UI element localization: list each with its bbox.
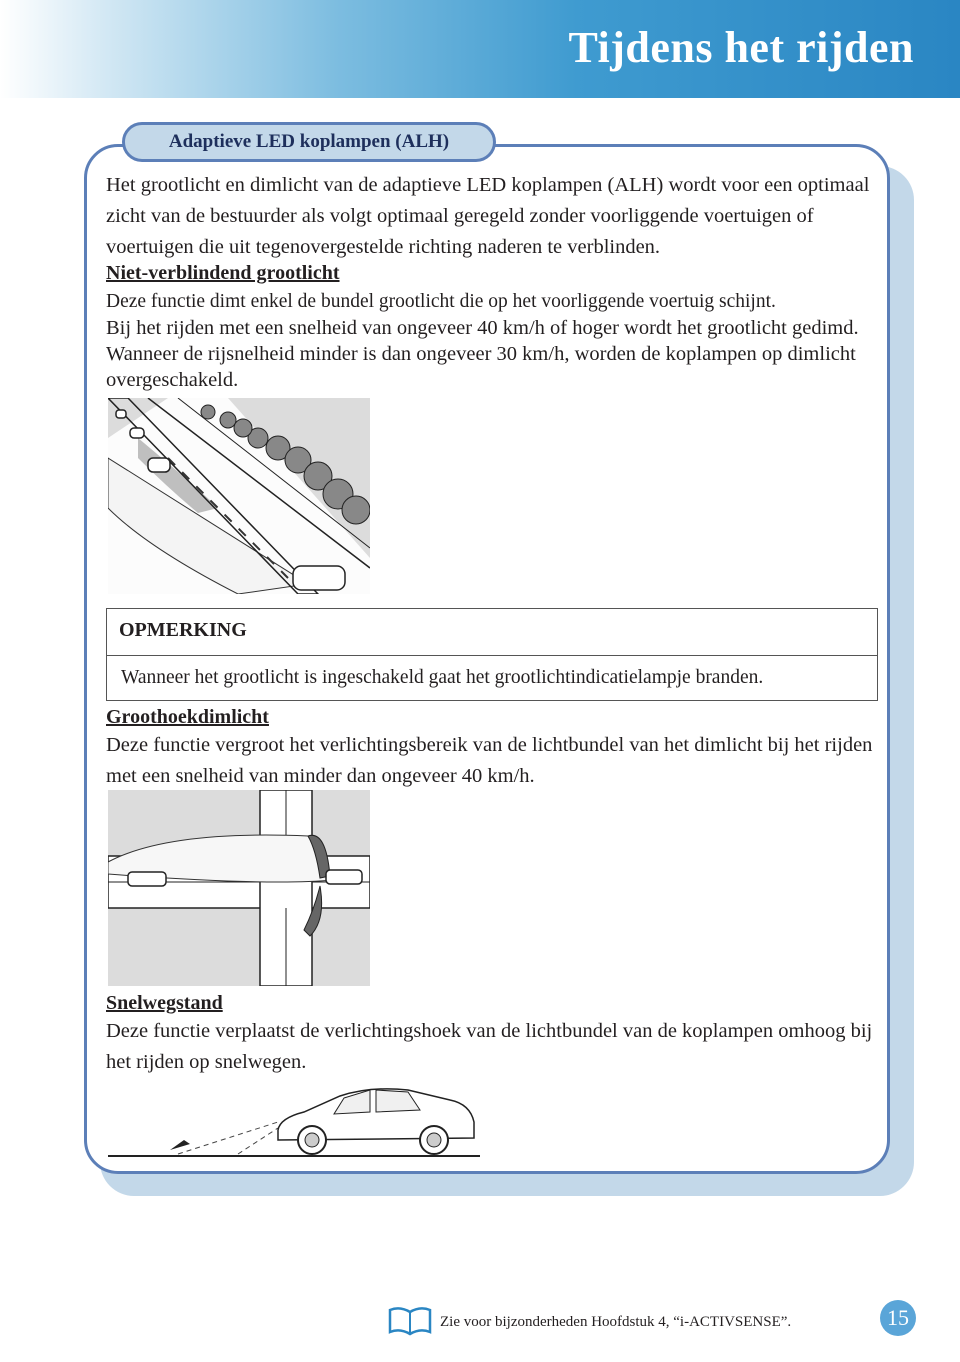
- footer-reference: Zie voor bijzonderheden Hoofdstuk 4, “i-ACTIVSENSE”.: [440, 1314, 792, 1330]
- note-divider: [107, 655, 877, 656]
- note-title: OPMERKING: [119, 619, 247, 641]
- heading-niet-verblindend: Niet-verblindend grootlicht: [106, 262, 340, 284]
- illustration-car-highway-mode: [108, 1078, 482, 1162]
- note-box: [106, 608, 878, 701]
- feature1-line2: Bij het rijden met een snelheid van ongeveer 40 km/h of hoger wordt het grootlicht gedimd. Wanneer de rijsnelheid minder is dan ongeveer 30 km/h, worden de koplampen op dimlicht overgeschakeld.: [106, 317, 859, 391]
- intro-text: Het grootlicht en dimlicht van de adaptieve LED koplampen (ALH) wordt voor een optimaal zicht van de bestuurder als volgt optimaal geregeld zonder voorliggende voertuigen of voertuigen die uit tegenovergestelde richting naderen te verblinden.: [106, 174, 870, 258]
- note-text: Wanneer het grootlicht is ingeschakeld gaat het grootlichtindicatielampje branden.: [121, 667, 764, 688]
- page-header: [0, 0, 960, 98]
- page-title: Tijdens het rijden: [568, 23, 914, 72]
- illustration-intersection-wideangle: [108, 790, 370, 986]
- heading-groothoekdimlicht: Groothoekdimlicht: [106, 706, 269, 728]
- section-tab: Adaptieve LED koplampen (ALH): [122, 122, 496, 162]
- feature2-line1: Deze functie vergroot het verlichtingsbereik van de lichtbundel van het dimlicht bij het rijden met een snelheid van minder dan ongeveer 40 km/h.: [106, 734, 873, 787]
- illustration-road-highbeam: [108, 398, 370, 594]
- book-icon: [388, 1306, 432, 1336]
- feature1-line1: Deze functie dimt enkel de bundel grootlicht die op het voorliggende voertuig schijnt.: [106, 291, 776, 312]
- heading-snelwegstand: Snelwegstand: [106, 992, 223, 1014]
- feature3-line1: Deze functie verplaatst de verlichtingshoek van de lichtbundel van de koplampen omhoog bij het rijden op snelwegen.: [106, 1020, 873, 1073]
- page-number-badge: 15: [880, 1300, 916, 1336]
